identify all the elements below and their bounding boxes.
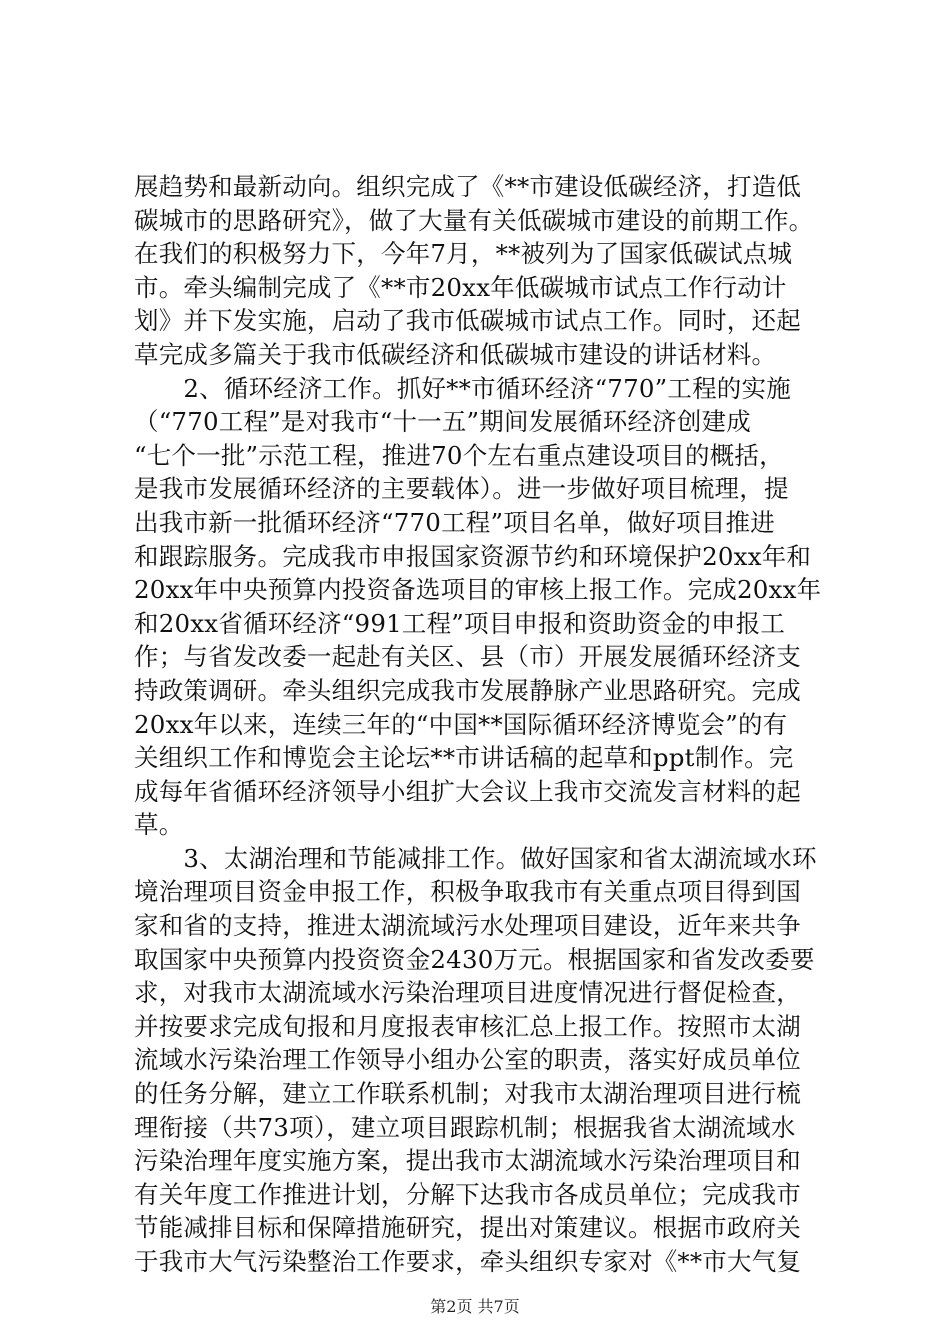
text-line: 持政策调研。牵头组织完成我市发展静脉产业思路研究。完成	[134, 675, 801, 705]
text-line: 和20xx省循环经济“991工程”项目申报和资助资金的申报工	[134, 608, 786, 638]
text-line: 于我市大气污染整治工作要求，牵头组织专家对《**市大气复	[134, 1247, 802, 1276]
text-line: 理衔接（共73项），建立项目跟踪机制；根据我省太湖流域水	[134, 1112, 796, 1142]
text-line: 是我市发展循环经济的主要载体）。进一步做好项目梳理，提	[134, 474, 789, 504]
text-line: 碳城市的思路研究》，做了大量有关低碳城市建设的前期工作。	[134, 205, 814, 235]
text-line: 取国家中央预算内投资资金2430万元。根据国家和省发改委要	[134, 944, 815, 974]
text-line: 划》并下发实施，启动了我市低碳城市试点工作。同时，还起	[134, 306, 801, 336]
text-line: 有关年度工作推进计划，分解下达我市各成员单位；完成我市	[134, 1179, 801, 1209]
text-line: （“770工程”是对我市“十一五”期间发展循环经济创建成	[134, 407, 751, 437]
text-line: 市。牵头编制完成了《**市20xx年低碳城市试点工作行动计	[134, 272, 787, 302]
text-line: 出我市新一批循环经济“770工程”项目名单，做好项目推进	[134, 507, 775, 537]
text-line: 20xx年以来，连续三年的“中国**国际循环经济博览会”的有	[134, 709, 788, 739]
text-line: 关组织工作和博览会主论坛**市讲话稿的起草和ppt制作。完	[134, 743, 794, 773]
text-line: “七个一批”示范工程，推进70个左右重点建设项目的概括，	[134, 440, 784, 470]
text-line: 流域水污染治理工作领导小组办公室的职责，落实好成员单位	[134, 1045, 801, 1075]
text-line: 境治理项目资金申报工作，积极争取我市有关重点项目得到国	[134, 877, 801, 907]
text-line: 草。	[134, 810, 184, 840]
text-line: 求，对我市太湖流域水污染治理项目进度情况进行督促检查，	[134, 978, 801, 1008]
text-line: 成每年省循环经济领导小组扩大会议上我市交流发言材料的起	[134, 776, 801, 806]
text-line: 并按要求完成旬报和月度报表审核汇总上报工作。按照市太湖	[134, 1011, 801, 1041]
text-line: 展趋势和最新动向。组织完成了《**市建设低碳经济，打造低	[134, 172, 802, 201]
text-line: 作；与省发改委一起赴有关区、县（市）开展发展循环经济支	[134, 642, 801, 672]
text-line: 草完成多篇关于我市低碳经济和低碳城市建设的讲话材料。	[134, 339, 777, 369]
text-line: 污染治理年度实施方案，提出我市太湖流域水污染治理项目和	[134, 1146, 801, 1176]
document-body	[134, 170, 824, 1279]
text-line: 在我们的积极努力下，今年7月，**被列为了国家低碳试点城	[134, 239, 793, 269]
text-line: 家和省的支持，推进太湖流域污水处理项目建设，近年来共争	[134, 911, 801, 941]
text-line: 的任务分解，建立工作联系机制；对我市太湖治理项目进行梳	[134, 1079, 801, 1109]
text-line: 3、太湖治理和节能减排工作。做好国家和省太湖流域水环	[134, 843, 817, 873]
text-line: 2、循环经济工作。抓好**市循环经济“770”工程的实施	[134, 373, 791, 403]
page-footer: 第2页 共7页	[430, 1297, 520, 1316]
text-line: 20xx年中央预算内投资备选项目的审核上报工作。完成20xx年	[134, 575, 822, 605]
text-line: 和跟踪服务。完成我市申报国家资源节约和环境保护20xx年和	[134, 541, 812, 571]
text-line: 节能减排目标和保障措施研究，提出对策建议。根据市政府关	[134, 1213, 801, 1243]
